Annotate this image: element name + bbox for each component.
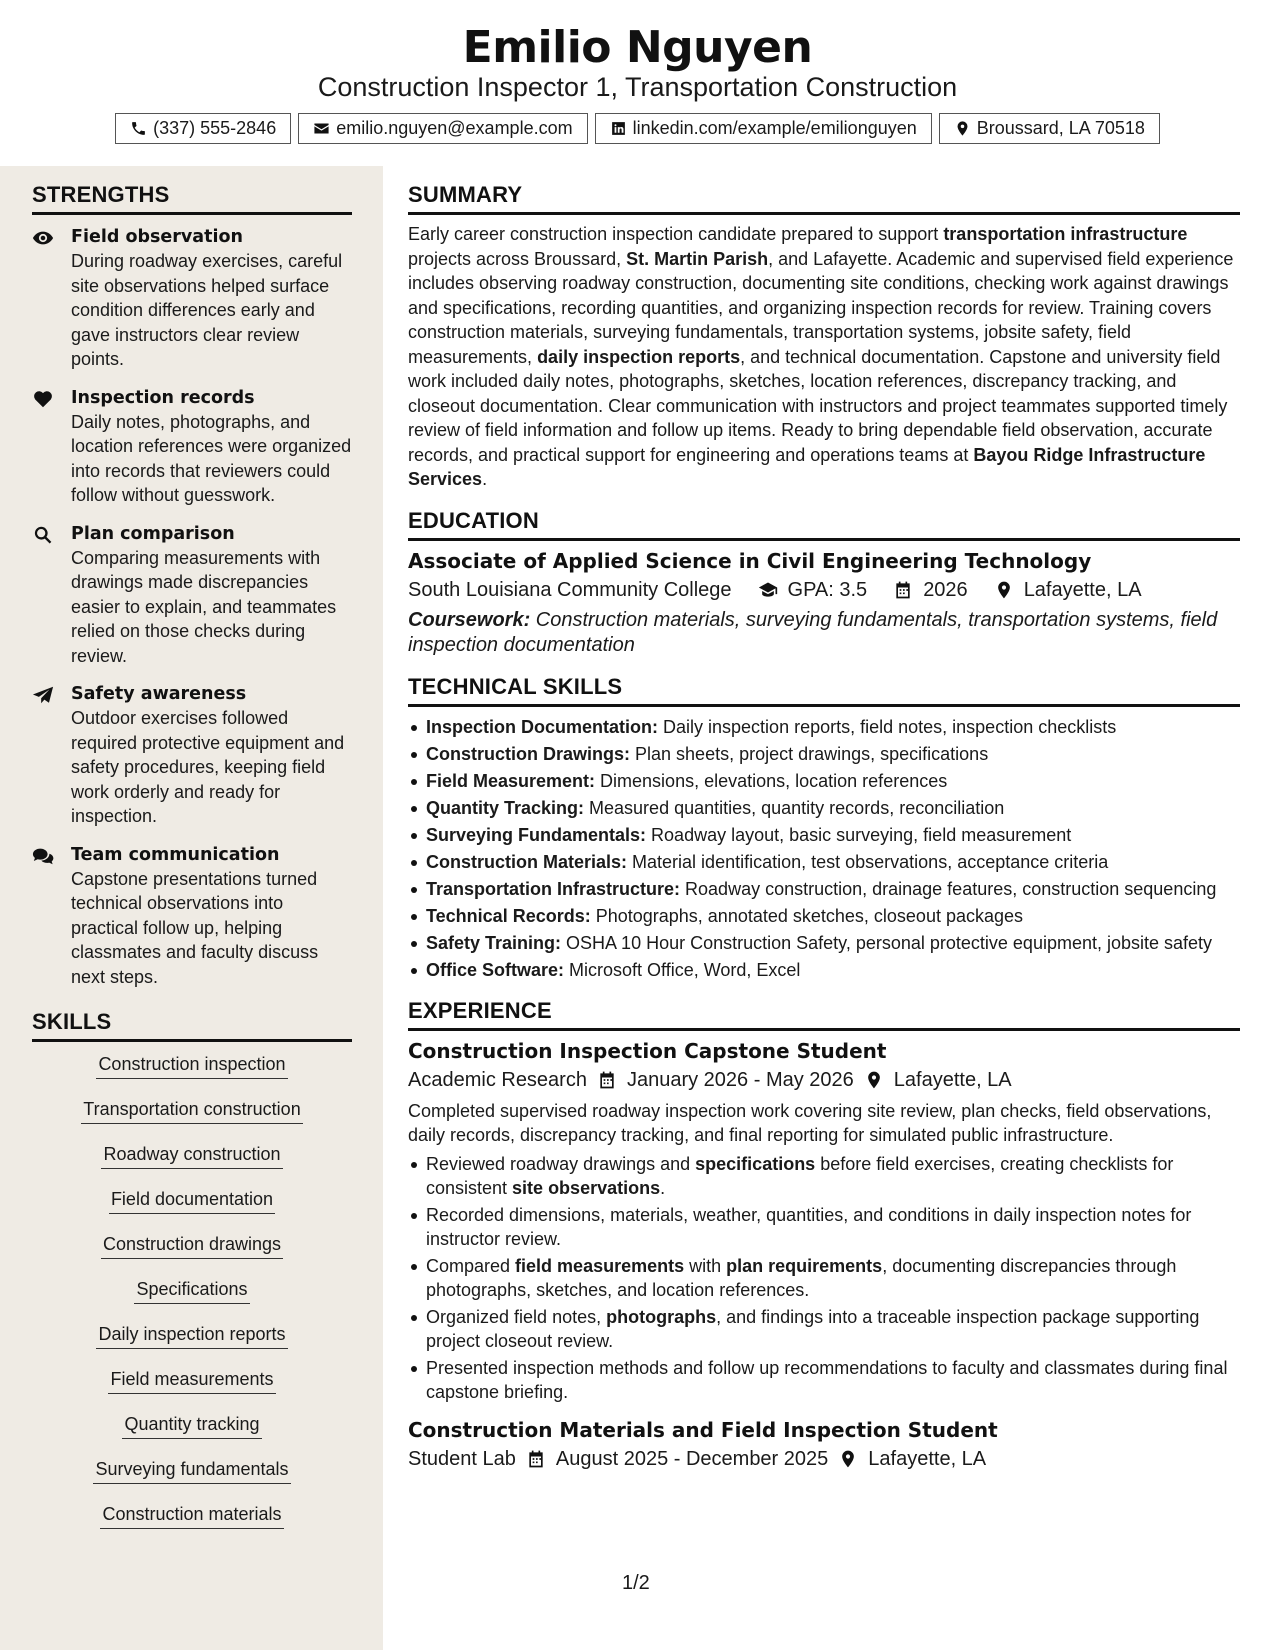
technical-skills-list bbox=[408, 715, 1240, 982]
eye-icon bbox=[32, 228, 54, 248]
list-item: Construction Drawings: Plan sheets, project drawings, specifications bbox=[408, 742, 1240, 766]
resume-header bbox=[0, 0, 1275, 166]
heart-icon bbox=[32, 389, 54, 409]
strength-item bbox=[32, 682, 352, 829]
skills-list bbox=[32, 1052, 352, 1547]
strength-title: Inspection records bbox=[71, 387, 255, 408]
list-item: Compared field measurements with plan requirements, documenting discrepancies through photographs, sketches, and location references. bbox=[408, 1254, 1240, 1302]
strength-item bbox=[32, 225, 352, 372]
coursework: Coursework: Construction materials, surveying fundamentals, transportation systems, field inspection documentation bbox=[408, 608, 1218, 656]
education-heading: EDUCATION bbox=[408, 508, 1240, 541]
strength-item bbox=[32, 843, 352, 990]
skill-tag: Quantity tracking bbox=[32, 1412, 352, 1457]
skills-heading: SKILLS bbox=[32, 1009, 352, 1042]
list-item: Organized field notes, photographs, and findings into a traceable inspection package supporting project closeout review. bbox=[408, 1305, 1240, 1353]
skill-tag: Field documentation bbox=[32, 1187, 352, 1232]
experience-heading: EXPERIENCE bbox=[408, 998, 1240, 1031]
skill-tag: Daily inspection reports bbox=[32, 1322, 352, 1367]
degree-title: Associate of Applied Science in Civil Engineering Technology bbox=[408, 548, 1092, 573]
candidate-title: Construction Inspector 1, Transportation Construction bbox=[317, 72, 958, 102]
strength-description: During roadway exercises, careful site observations helped surface condition differences early and gave instructors clear review points. bbox=[71, 251, 343, 369]
calendar-icon bbox=[597, 1070, 617, 1090]
graduation-cap-icon bbox=[758, 580, 778, 600]
list-item: Recorded dimensions, materials, weather, quantities, and conditions in daily inspection notes for instructor review. bbox=[408, 1203, 1240, 1251]
location-contact bbox=[939, 113, 1160, 144]
strength-description: Capstone presentations turned technical observations into practical follow up, helping classmates and faculty discuss next steps. bbox=[71, 868, 319, 987]
sidebar bbox=[0, 166, 383, 1650]
strength-title: Plan comparison bbox=[71, 523, 235, 544]
calendar-icon bbox=[526, 1449, 546, 1469]
skill-tag: Construction materials bbox=[32, 1502, 352, 1547]
strength-title: Team communication bbox=[71, 844, 280, 865]
job-summary: Completed supervised roadway inspection work covering site review, plan checks, field observations, daily records, discrepancy tracking, and final reporting for simulated public infrastructure. bbox=[408, 1100, 1212, 1145]
organization: Student Lab bbox=[408, 1447, 516, 1470]
linkedin-text: linkedin.com/example/emilionguyen bbox=[632, 118, 917, 138]
organization: Academic Research bbox=[408, 1068, 587, 1091]
strength-title: Safety awareness bbox=[71, 684, 247, 704]
skill-tag: Construction inspection bbox=[32, 1052, 352, 1097]
strength-item bbox=[32, 386, 352, 508]
strength-description: Comparing measurements with drawings made discrepancies easier to explain, and teammates relied on those checks during review. bbox=[71, 547, 337, 666]
job-location: Lafayette, LA bbox=[868, 1447, 987, 1470]
job-location: Lafayette, LA bbox=[893, 1068, 1012, 1091]
skill-tag: Construction drawings bbox=[32, 1232, 352, 1277]
strength-item bbox=[32, 522, 352, 669]
list-item: Office Software: Microsoft Office, Word, Excel bbox=[408, 958, 1240, 982]
search-icon bbox=[32, 525, 54, 545]
map-pin-icon bbox=[994, 580, 1014, 600]
list-item: Quantity Tracking: Measured quantities, quantity records, reconciliation bbox=[408, 796, 1240, 820]
skill-tag: Roadway construction bbox=[32, 1142, 352, 1187]
list-item: Inspection Documentation: Daily inspection reports, field notes, inspection checklists bbox=[408, 715, 1240, 739]
email-text: emilio.nguyen@example.com bbox=[336, 118, 573, 138]
job-meta bbox=[408, 1448, 1240, 1471]
skill-tag: Transportation construction bbox=[32, 1097, 352, 1142]
linkedin-contact[interactable] bbox=[595, 113, 932, 144]
education-location: Lafayette, LA bbox=[1023, 578, 1142, 601]
list-item: Construction Materials: Material identification, test observations, acceptance criteria bbox=[408, 850, 1240, 874]
gpa-text: GPA: 3.5 bbox=[787, 578, 868, 601]
list-item: Safety Training: OSHA 10 Hour Construction Safety, personal protective equipment, jobsite safety bbox=[408, 931, 1240, 955]
comments-icon bbox=[32, 846, 54, 866]
main-content bbox=[408, 166, 1240, 1471]
phone-icon bbox=[130, 120, 147, 137]
strength-description: Daily notes, photographs, and location references were organized into records that reviewers could follow without guesswork. bbox=[71, 411, 352, 505]
job-meta bbox=[408, 1069, 1240, 1092]
school-name: South Louisiana Community College bbox=[408, 578, 732, 601]
job-dates: August 2025 - December 2025 bbox=[555, 1447, 829, 1470]
list-item: Surveying Fundamentals: Roadway layout, basic surveying, field measurement bbox=[408, 823, 1240, 847]
job-title: Construction Inspection Capstone Student bbox=[408, 1038, 887, 1063]
job-title: Construction Materials and Field Inspection Student bbox=[408, 1417, 998, 1442]
technical-skills-heading: TECHNICAL SKILLS bbox=[408, 674, 1240, 707]
email-contact[interactable] bbox=[298, 113, 587, 144]
summary-paragraph: Early career construction inspection candidate prepared to support transportation infrastructure projects across Broussard, St. Martin Parish, and Lafayette. Academic and supervised field experience includes observing roadway construction, documenting site conditions, checking work against drawings and specifications, recording quantities, and organizing inspection records for review. Training covers construction materials, surveying fundamentals, transportation systems, jobsite safety, field measurements, daily inspection reports, and technical documentation. Capstone and university field work included daily notes, photographs, sketches, location references, discrepancy tracking, and closeout documentation. Clear communication with instructors and project teammates supported timely review of field information and follow up items. Ready to bring dependable field observation, accurate records, and practical support for engineering and operations teams at Bayou Ridge Infrastructure Services. bbox=[408, 224, 1234, 489]
phone-contact[interactable] bbox=[115, 113, 291, 144]
list-item: Reviewed roadway drawings and specifications before field exercises, creating checklists for consistent site observations. bbox=[408, 1152, 1240, 1200]
phone-text: (337) 555-2846 bbox=[153, 118, 277, 138]
map-pin-icon bbox=[954, 120, 971, 137]
graduation-year: 2026 bbox=[923, 578, 968, 601]
list-item: Technical Records: Photographs, annotated sketches, closeout packages bbox=[408, 904, 1240, 928]
list-item: Field Measurement: Dimensions, elevations, location references bbox=[408, 769, 1240, 793]
strengths-heading: STRENGTHS bbox=[32, 182, 352, 215]
page-number: 1/2 bbox=[622, 1572, 650, 1594]
skill-tag: Field measurements bbox=[32, 1367, 352, 1412]
education-meta bbox=[408, 579, 1240, 602]
linkedin-icon bbox=[610, 120, 627, 137]
strength-title: Field observation bbox=[71, 227, 243, 247]
contact-bar bbox=[0, 113, 1275, 144]
map-pin-icon bbox=[864, 1070, 884, 1090]
skill-tag: Surveying fundamentals bbox=[32, 1457, 352, 1502]
summary-heading: SUMMARY bbox=[408, 182, 1240, 215]
map-pin-icon bbox=[838, 1449, 858, 1469]
strength-description: Outdoor exercises followed required protective equipment and safety procedures, keeping field work orderly and ready for inspection. bbox=[71, 708, 345, 826]
job-bullets bbox=[408, 1152, 1240, 1404]
envelope-icon bbox=[313, 120, 330, 137]
calendar-icon bbox=[893, 580, 913, 600]
list-item: Transportation Infrastructure: Roadway construction, drainage features, construction sequencing bbox=[408, 877, 1240, 901]
candidate-name: Emilio Nguyen bbox=[462, 22, 813, 73]
paper-plane-icon bbox=[32, 685, 54, 705]
list-item: Presented inspection methods and follow up recommendations to faculty and classmates during final capstone briefing. bbox=[408, 1356, 1240, 1404]
location-text: Broussard, LA 70518 bbox=[976, 118, 1145, 138]
job-dates: January 2026 - May 2026 bbox=[626, 1068, 854, 1091]
strengths-list bbox=[32, 225, 352, 989]
skill-tag: Specifications bbox=[32, 1277, 352, 1322]
